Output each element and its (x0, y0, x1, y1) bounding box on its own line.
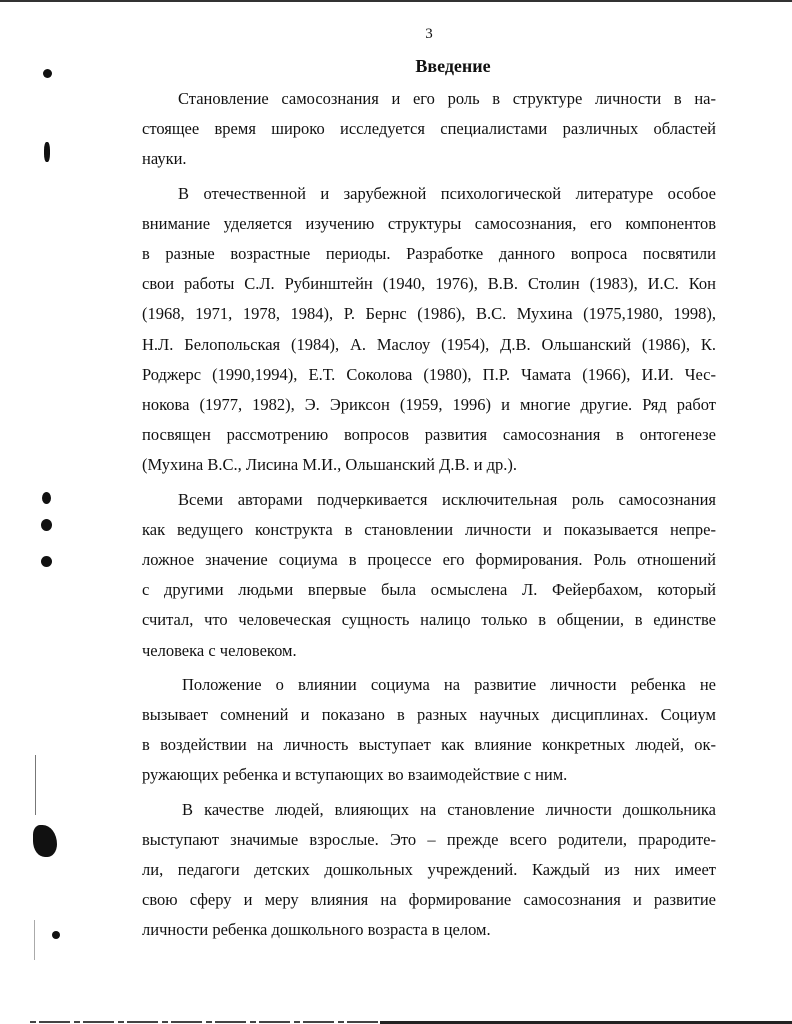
text-line: посвящен рассмотрению вопросов развития самосознания в онтогенезе (142, 425, 716, 445)
text-line: выступают значимые взрослые. Это – прежде всего родители, прародите- (142, 829, 716, 849)
text-line: личности ребенка дошкольного возраста в целом. (142, 920, 491, 940)
paragraph-5 (142, 795, 716, 946)
text-line: В отечественной и зарубежной психологической литературе особое (178, 183, 716, 203)
text-line: нокова (1977, 1982), Э. Эриксон (1959, 1996) и многие другие. Ряд работ (142, 395, 716, 415)
text-line: ложное значение социума в процессе его формирования. Роль отношений (142, 550, 716, 570)
text-line: свою сферу и меру влияния на формирование самосознания и развитие (142, 890, 716, 910)
text-line: науки. (142, 149, 187, 169)
text-line: свои работы С.Л. Рубинштейн (1940, 1976), В.В. Столин (1983), И.С. Кон (142, 274, 716, 294)
text-line: Всеми авторами подчеркивается исключительная роль самосознания (178, 489, 716, 509)
paragraph-4 (142, 670, 716, 791)
text-line: в разные возрастные периоды. Разработке данного вопроса посвятили (142, 244, 716, 264)
body-text (142, 84, 716, 950)
text-line: стоящее время широко исследуется специалистами различных областей (142, 119, 716, 139)
text-line: (Мухина В.С., Лисина М.И., Ольшанский Д.В. и др.). (142, 455, 518, 475)
margin-ink-spot (33, 825, 57, 857)
text-line: ружающих ребенка и вступающих во взаимодействие с ним. (142, 765, 568, 785)
text-line: Роджерс (1990,1994), Е.Т. Соколова (1980), П.Р. Чамата (1966), И.И. Чес- (142, 364, 716, 384)
top-edge-line (0, 0, 792, 2)
margin-ink-spot (42, 492, 51, 504)
text-line: Становление самосознания и его роль в структуре личности в на- (178, 89, 716, 108)
text-line: внимание уделяется изучению структуры самосознания, его компонентов (142, 213, 716, 233)
paragraph-2 (142, 179, 716, 481)
margin-ink-spot (44, 142, 50, 162)
margin-ink-spot (41, 519, 52, 531)
text-line: как ведущего конструкта в становлении личности и показывается непре- (142, 519, 716, 539)
page-title: Введение (415, 56, 491, 76)
text-line: считал, что человеческая сущность налицо только в общении, в единстве (142, 610, 716, 630)
margin-ink-spot (52, 931, 60, 939)
margin-scan-line (35, 755, 36, 815)
paragraph-3 (142, 485, 716, 666)
text-line: вызывает сомнений и показано в разных научных дисциплинах. Социум (142, 705, 716, 725)
paragraph-1 (142, 84, 716, 175)
page-number: 3 (425, 26, 433, 42)
margin-ink-spot (43, 69, 52, 78)
margin-scan-line (34, 920, 35, 960)
text-line: В качестве людей, влияющих на становление личности дошкольника (182, 799, 716, 819)
text-line: в воздействии на личность выступает как влияние конкретных людей, ок- (142, 735, 716, 755)
text-line: с другими людьми впервые была осмыслена Л. Фейербахом, который (142, 580, 716, 600)
text-line: ли, педагоги детских дошкольных учреждений. Каждый из них имеет (142, 860, 716, 880)
text-line: Положение о влиянии социума на развитие личности ребенка не (182, 674, 716, 694)
text-line: человека с человеком. (142, 640, 297, 660)
text-line: Н.Л. Белопольская (1984), А. Маслоу (1954), Д.В. Ольшанский (1986), К. (142, 334, 716, 354)
margin-ink-spot (41, 556, 52, 567)
text-line: (1968, 1971, 1978, 1984), Р. Бернс (1986), В.С. Мухина (1975,1980, 1998), (142, 304, 716, 324)
